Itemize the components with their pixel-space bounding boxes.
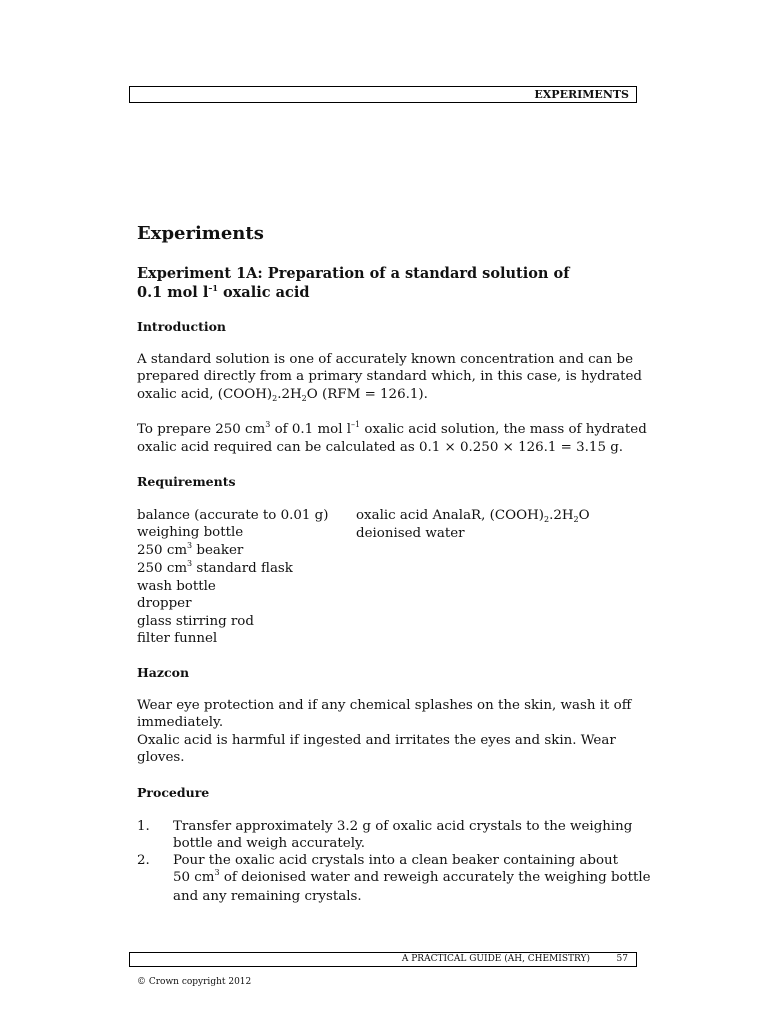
requirements-heading: Requirements [137,474,236,489]
experiment-title [137,264,569,304]
text-line: A standard solution is one of accurately known concentration and can be [137,352,634,367]
introduction-heading: Introduction [137,319,227,334]
text: 250 cm [137,542,188,558]
introduction-paragraph-1 [137,351,642,404]
experiment-title-line1: Experiment 1A: Preparation of a standard solution of [137,265,570,282]
step-number: 2. [137,853,150,868]
superscript: 3 [265,420,271,429]
text-line: Pour the oxalic acid crystals into a clean beaker containing about [173,853,619,868]
text: of 0.1 mol l [270,422,352,437]
step-text [173,852,651,905]
title-superscript: –1 [208,283,218,293]
text-line: and any remaining crystals. [173,888,362,904]
subscript: 2 [301,393,307,403]
text: wash bottle [137,579,216,595]
page-title: Experiments [137,223,264,244]
superscript: –1 [351,420,361,429]
text-line: Oxalic acid is harmful if ingested and irritates the eyes and skin. Wear [137,732,616,748]
text-line [137,420,647,439]
equipment-item [137,595,328,612]
text: of deionised water and reweigh accurately the weighing bottle [219,870,651,886]
equipment-item [137,578,328,595]
text: dropper [137,596,192,612]
text: beaker [192,542,244,558]
step-text [173,818,632,853]
text: weighing bottle [137,525,244,541]
copyright-notice: © Crown copyright 2012 [137,977,252,987]
running-header-label: EXPERIMENTS [534,88,629,101]
equipment-item [137,613,328,630]
text: To prepare 250 cm [137,422,266,437]
superscript: 3 [187,558,193,568]
equipment-item [137,507,328,524]
page-number: 57 [616,954,628,964]
step-number: 1. [137,819,150,834]
text-line: immediately. [137,715,224,731]
equipment-list [137,507,328,647]
hazcon-paragraph [137,697,637,766]
text: .2H [277,386,302,402]
text-line: prepared directly from a primary standard which, in this case, is hydrated [137,369,642,385]
title-text: oxalic acid [217,284,310,301]
text-line [173,869,651,887]
running-header [129,86,637,103]
text-line: Transfer approximately 3.2 g of oxalic acid crystals to the weighing [173,819,633,834]
text: glass stirring rod [137,613,254,629]
text-line: bottle and weigh accurately. [173,836,366,852]
text: oxalic acid solution, the mass of hydrated [360,422,647,437]
equipment-item [137,560,328,578]
text-line [137,386,637,404]
text: O [578,508,590,523]
equipment-item [137,542,328,560]
equipment-item [137,524,328,541]
text: balance (accurate to 0.01 g) [137,508,329,523]
procedure-heading: Procedure [137,785,210,800]
superscript: 3 [187,540,193,550]
text: oxalic acid AnalaR, (COOH) [356,508,544,523]
text: 250 cm [137,560,188,576]
text: .2H [549,508,574,523]
chemical-item: deionised water [356,526,465,542]
text: filter funnel [137,631,218,647]
subscript: 2 [543,515,550,524]
experiment-title-line2 [137,283,569,304]
text-line: oxalic acid required can be calculated as 0.1 × 0.250 × 126.1 = 3.15 g. [137,440,624,456]
title-text: 0.1 mol l [137,284,209,301]
chemicals-list [356,507,590,543]
chemical-item [356,507,590,525]
introduction-paragraph-2 [137,420,647,457]
running-footer [129,952,637,967]
text-line: Wear eye protection and if any chemical splashes on the skin, wash it off [137,698,632,713]
equipment-item [137,630,328,647]
footer-title: A PRACTICAL GUIDE (AH, CHEMISTRY) [401,954,590,964]
text: oxalic acid, (COOH) [137,386,273,402]
text: 50 cm [173,870,215,886]
subscript: 2 [272,393,278,403]
subscript: 2 [573,515,579,524]
text: standard flask [192,560,293,576]
text-line: gloves. [137,749,185,765]
text: O (RFM = 126.1). [306,386,428,402]
hazcon-heading: Hazcon [137,665,190,680]
superscript: 3 [214,868,220,878]
